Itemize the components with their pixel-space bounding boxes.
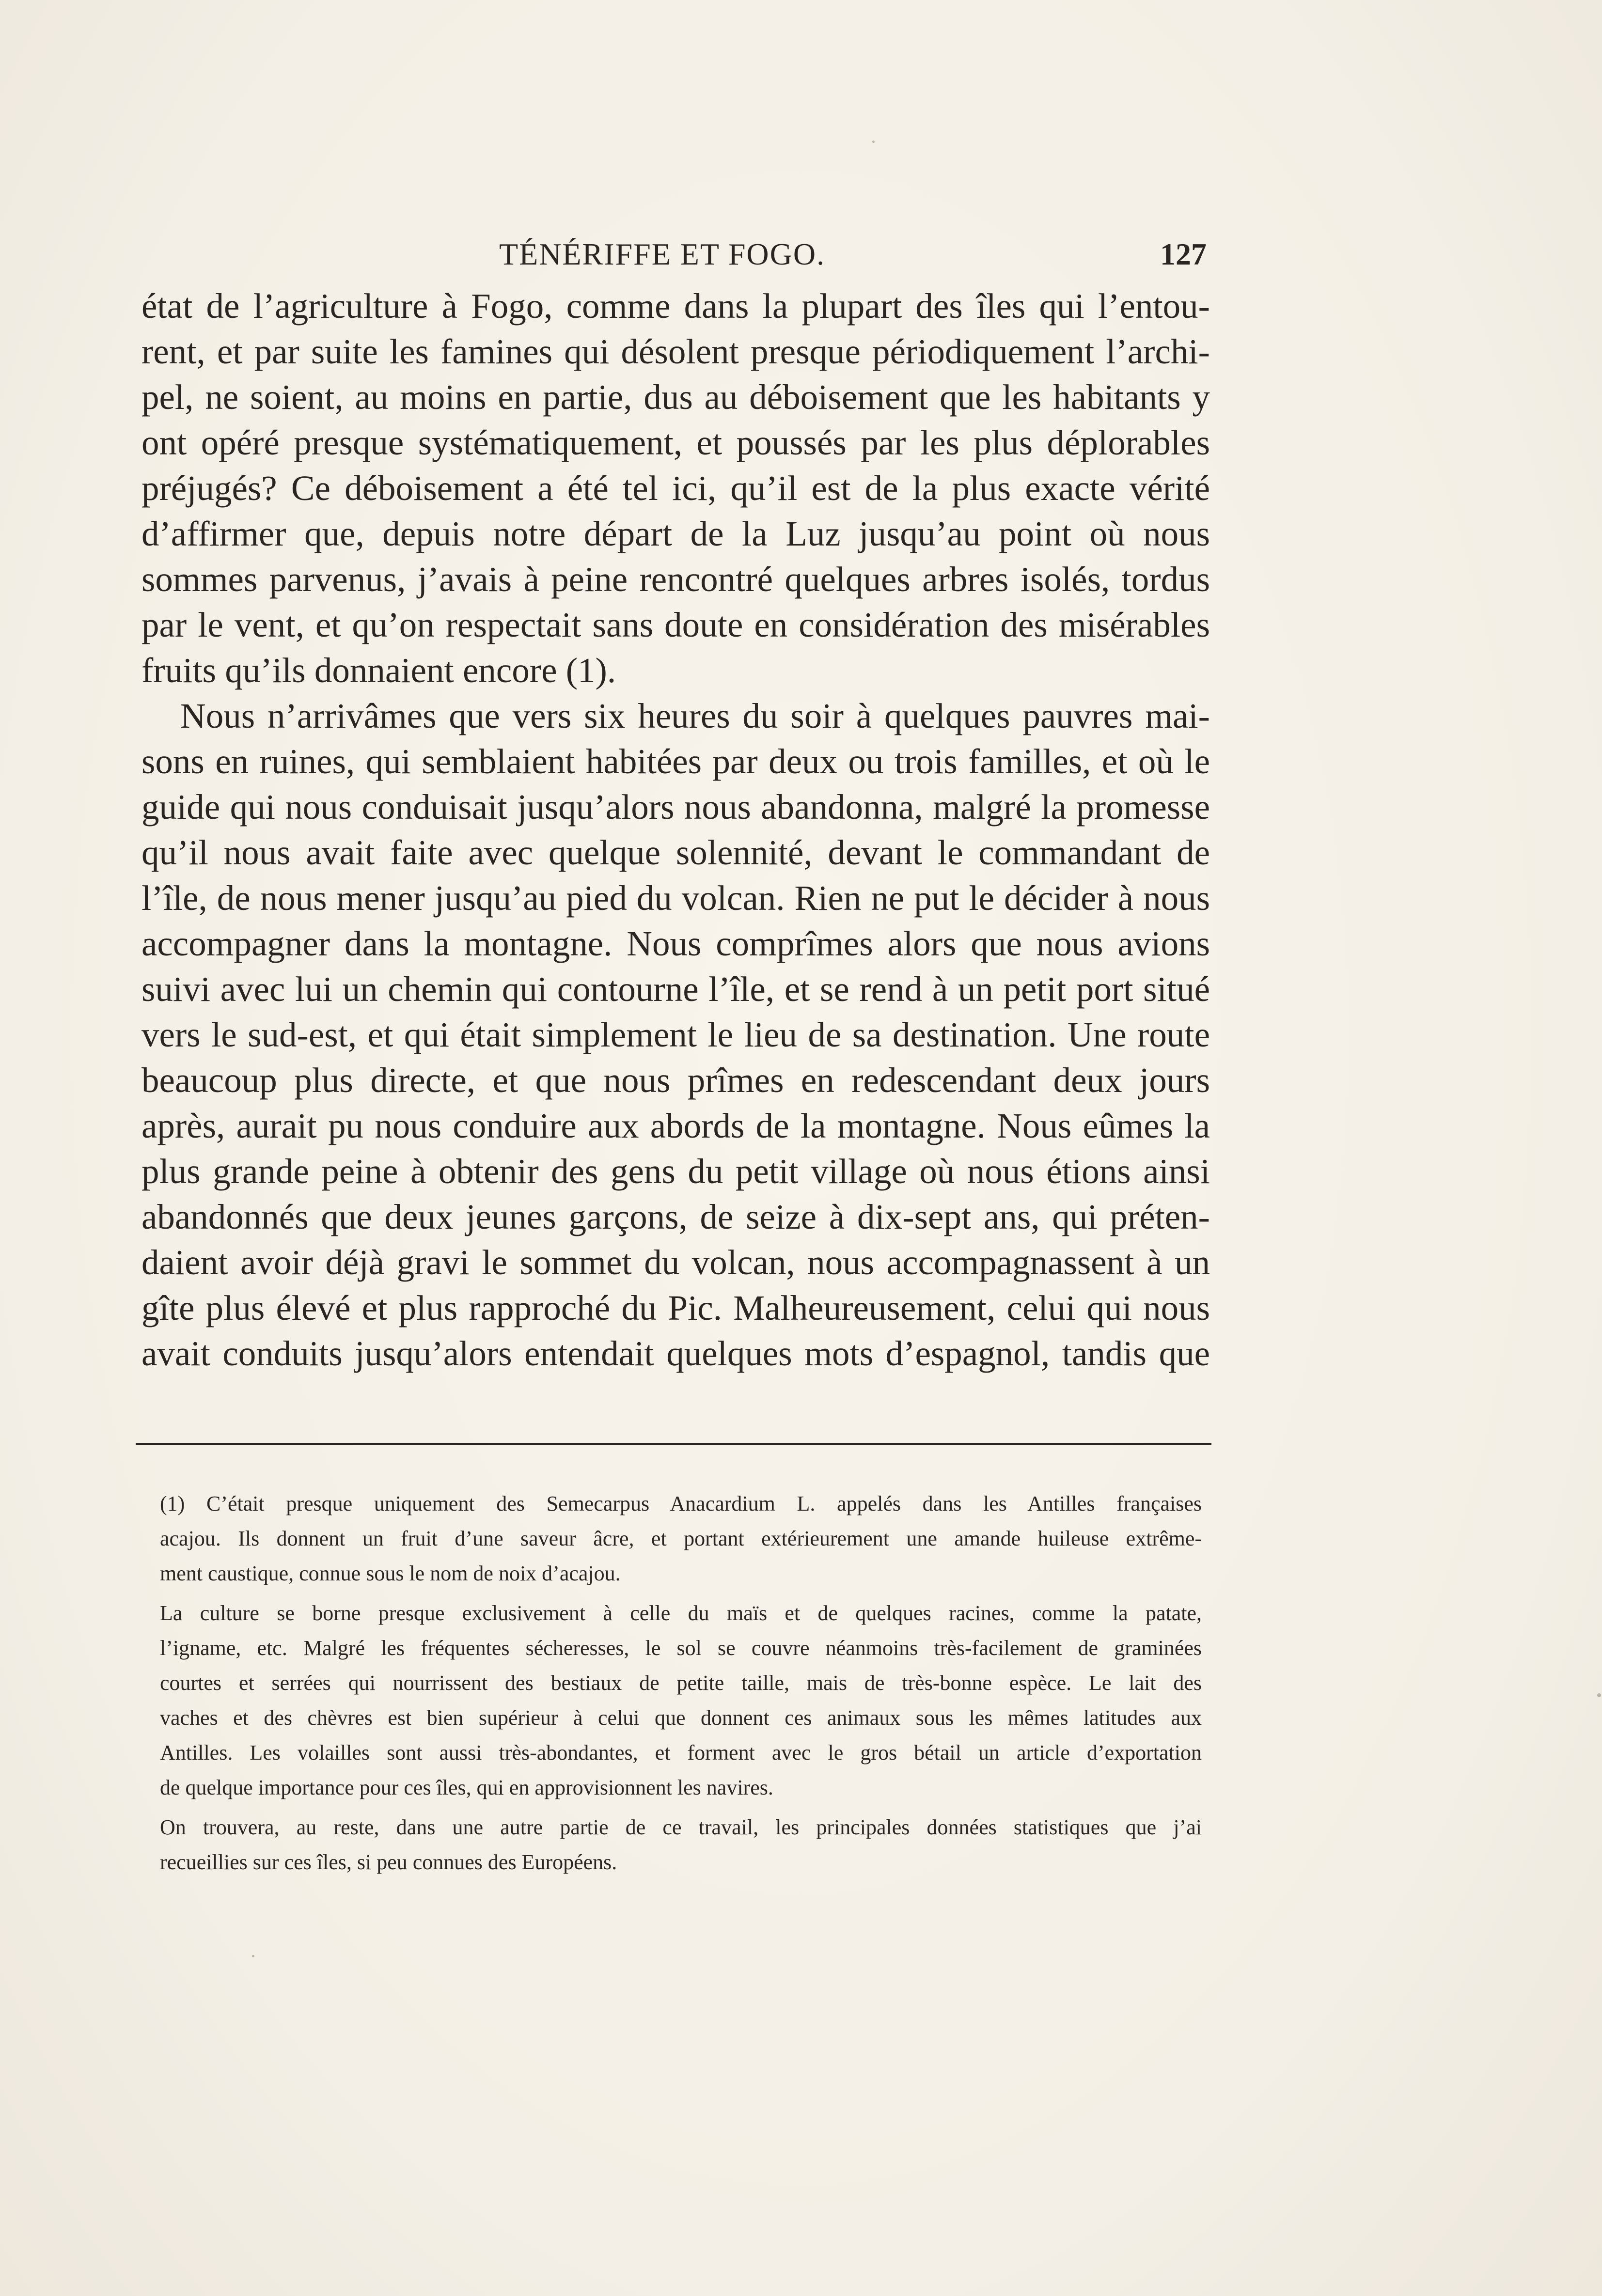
- footnote-line: courtes et serrées qui nourrissent des bestiaux de petite taille, mais de très-bonne espèce. Le lait des: [160, 1671, 1202, 1695]
- footnote-line: l’igname, etc. Malgré les fréquentes sécheresses, le sol se couvre néanmoins très-facilement de graminées: [160, 1636, 1202, 1660]
- text-line: accompagner dans la montagne. Nous comprîmes alors que nous avions: [141, 924, 1210, 963]
- page-number: 127: [1160, 237, 1207, 271]
- text-line: après, aurait pu nous conduire aux abords de la montagne. Nous eûmes la: [141, 1106, 1210, 1145]
- text-line: guide qui nous conduisait jusqu’alors nous abandonna, malgré la promesse: [141, 787, 1210, 827]
- text-line: rent, et par suite les famines qui désolent presque périodiquement l’archi-: [141, 332, 1210, 371]
- footnote-line: de quelque importance pour ces îles, qui en approvisionnent les navires.: [160, 1776, 773, 1799]
- footnote-line: ment caustique, connue sous le nom de noix d’acajou.: [160, 1562, 621, 1585]
- text-line: suivi avec lui un chemin qui contourne l’île, et se rend à un petit port situé: [141, 969, 1210, 1009]
- text-line: ont opéré presque systématiquement, et poussés par les plus déplorables: [141, 423, 1210, 462]
- text-line: préjugés? Ce déboisement a été tel ici, qu’il est de la plus exacte vérité: [141, 469, 1210, 508]
- text-line: pel, ne soient, au moins en partie, dus au déboisement que les habitants y: [141, 377, 1210, 417]
- text-line: vers le sud-est, et qui était simplement le lieu de sa destination. Une route: [141, 1015, 1210, 1054]
- footnote-line: acajou. Ils donnent un fruit d’une saveur âcre, et portant extérieurement une amande huileuse extrême-: [160, 1527, 1202, 1550]
- text-line: beaucoup plus directe, et que nous prîmes en redescendant deux jours: [141, 1061, 1210, 1100]
- text-line: par le vent, et qu’on respectait sans doute en considération des misérables: [141, 605, 1210, 644]
- text-line: daient avoir déjà gravi le sommet du volcan, nous accompagnassent à un: [141, 1243, 1210, 1282]
- paper-speck: [252, 1955, 254, 1957]
- running-title: TÉNÉRIFFE ET FOGO.: [499, 237, 826, 271]
- footnote-line: (1) C’était presque uniquement des Semecarpus Anacardium L. appelés dans les Antilles françaises: [160, 1492, 1202, 1515]
- main-text: [141, 283, 1210, 1376]
- page-header: [499, 233, 1207, 276]
- footnote-rule: [136, 1443, 1211, 1445]
- text-line: avait conduits jusqu’alors entendait quelques mots d’espagnol, tandis que: [141, 1334, 1210, 1373]
- footnote-line: recueillies sur ces îles, si peu connues des Européens.: [160, 1850, 617, 1874]
- text-line: sons en ruines, qui semblaient habitées par deux ou trois familles, et où le: [141, 742, 1210, 781]
- text-line: sommes parvenus, j’avais à peine rencontré quelques arbres isolés, tordus: [141, 560, 1210, 599]
- footnote-line: On trouvera, au reste, dans une autre partie de ce travail, les principales données statistiques que j’ai: [160, 1815, 1202, 1839]
- paper-speck: [1597, 1693, 1601, 1697]
- text-line: gîte plus élevé et plus rapproché du Pic. Malheureusement, celui qui nous: [141, 1288, 1210, 1328]
- text-line: fruits qu’ils donnaient encore (1).: [141, 651, 616, 690]
- paper-speck: [872, 141, 875, 143]
- text-line: l’île, de nous mener jusqu’au pied du volcan. Rien ne put le décider à nous: [141, 878, 1210, 918]
- text-line: d’affirmer que, depuis notre départ de la Luz jusqu’au point où nous: [141, 514, 1210, 553]
- text-line: Nous n’arrivâmes que vers six heures du soir à quelques pauvres mai-: [180, 696, 1210, 735]
- text-line: état de l’agriculture à Fogo, comme dans la plupart des îles qui l’entou-: [141, 286, 1210, 326]
- footnote-line: vaches et des chèvres est bien supérieur à celui que donnent ces animaux sous les mêmes latitudes aux: [160, 1706, 1202, 1730]
- text-line: abandonnés que deux jeunes garçons, de seize à dix-sept ans, qui préten-: [141, 1197, 1210, 1236]
- text-line: qu’il nous avait faite avec quelque solennité, devant le commandant de: [141, 833, 1210, 872]
- footnote-line: Antilles. Les volailles sont aussi très-abondantes, et forment avec le gros bétail un article d’exportation: [160, 1741, 1202, 1765]
- text-line: plus grande peine à obtenir des gens du petit village où nous étions ainsi: [141, 1152, 1210, 1191]
- footnotes: [160, 1486, 1202, 1880]
- footnote-line: La culture se borne presque exclusivement à celle du maïs et de quelques racines, comme la patate,: [160, 1601, 1202, 1625]
